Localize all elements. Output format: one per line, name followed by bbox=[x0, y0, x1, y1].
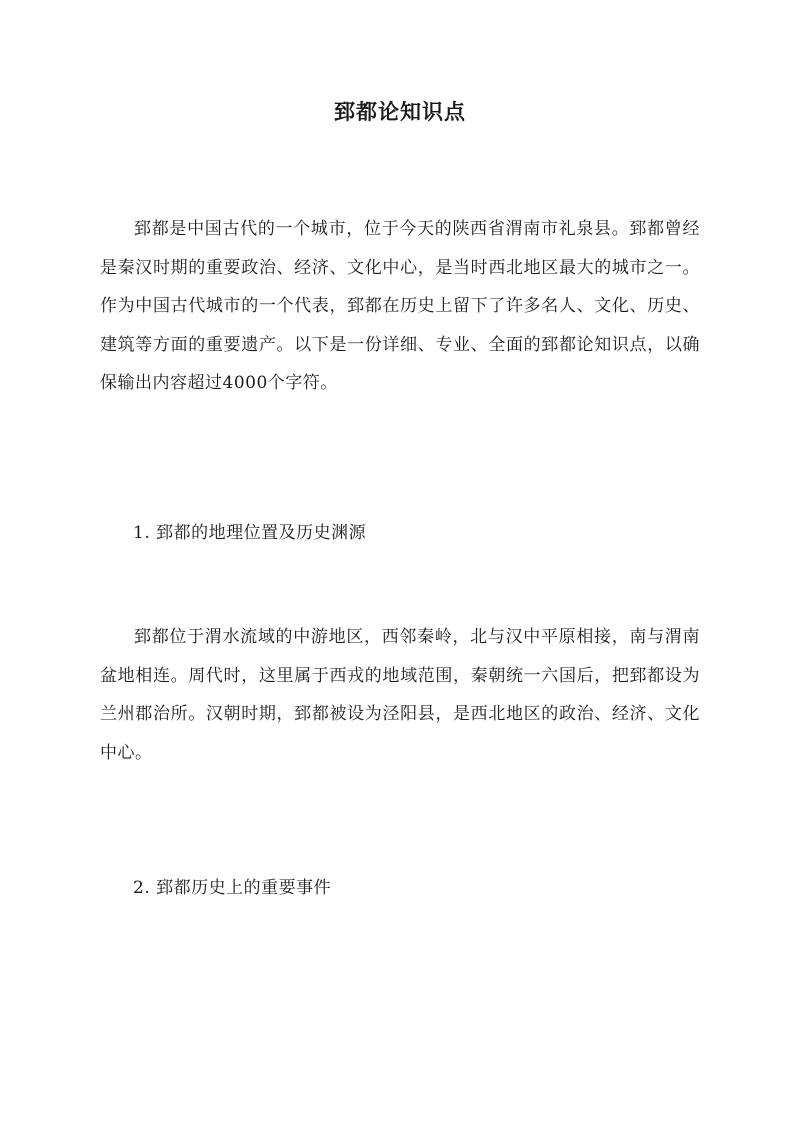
intro-paragraph: 郅都是中国古代的一个城市，位于今天的陕西省渭南市礼泉县。郅都曾经是秦汉时期的重要政治、经济、文化中心，是当时西北地区最大的城市之一。作为中国古代城市的一个代表，郅都在历史上留下了许多名人、文化、历史、建筑等方面的重要遗产。以下是一份详细、专业、全面的郅都论知识点，以确保输出内容超过4000个字符。 bbox=[100, 219, 700, 393]
section-1-paragraph: 郅都位于渭水流域的中游地区，西邻秦岭，北与汉中平原相接，南与渭南盆地相连。周代时，这里属于西戎的地域范围，秦朝统一六国后，把郅都设为兰州郡治所。汉朝时期，郅都被设为泾阳县，是西北地区的政治、经济、文化中心。 bbox=[100, 627, 700, 763]
section-heading-2: 2. 郅都历史上的重要事件 bbox=[133, 878, 332, 898]
document-title: 郅都论知识点 bbox=[334, 99, 466, 124]
section-heading-1: 1. 郅都的地理位置及历史渊源 bbox=[133, 523, 367, 543]
